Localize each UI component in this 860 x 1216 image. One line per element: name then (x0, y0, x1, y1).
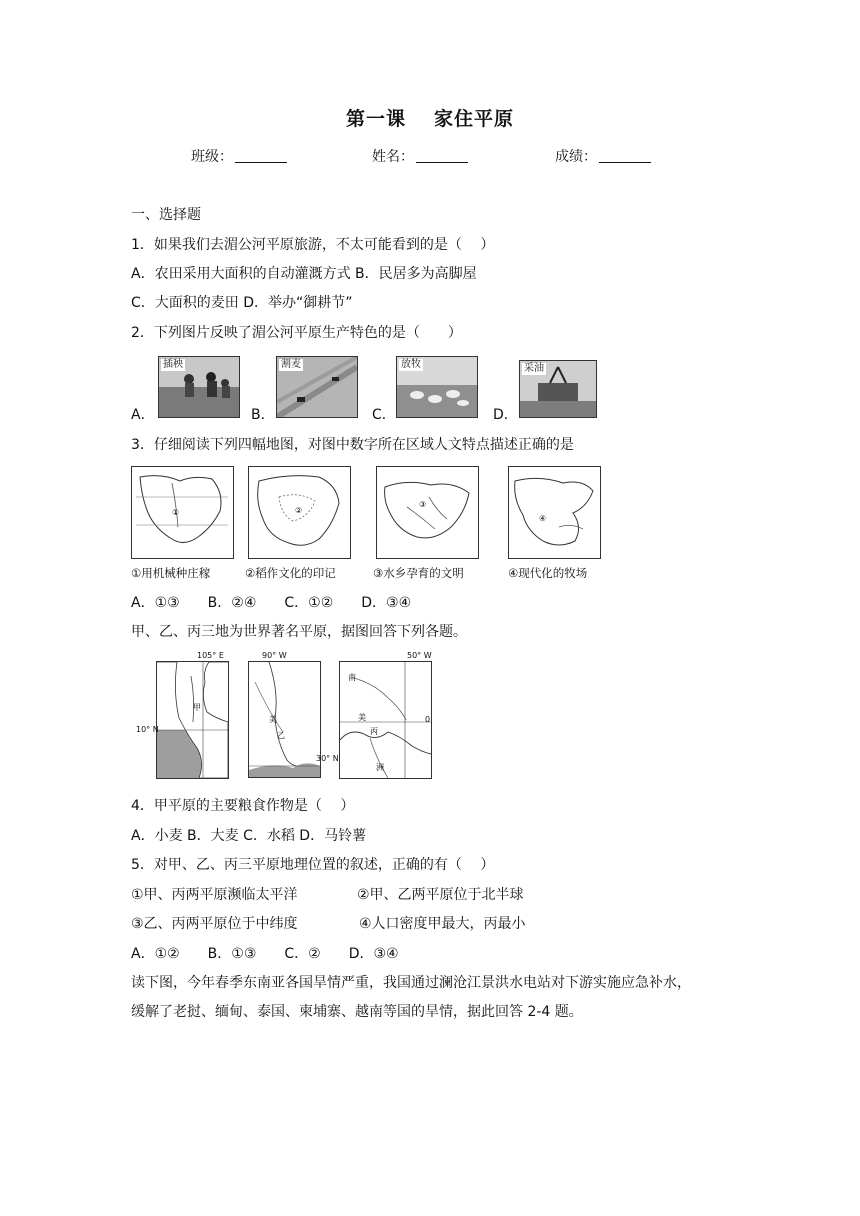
q5-statement-1: ①甲、丙两平原濒临太平洋 (131, 887, 298, 903)
passage-line-2: 缓解了老挝、缅甸、泰国、柬埔寨、越南等国的旱情，据此回答 2-4 题。 (131, 1004, 583, 1020)
q2-tag-1: 插秧 (163, 359, 183, 370)
map-bing-lon: 50° W (407, 651, 432, 660)
score-label: 成绩： (555, 149, 597, 165)
passage-line-1: 读下图，今年春季东南亚各国旱情严重，我国通过澜沧江景洪水电站对下游实施应急补水， (131, 975, 691, 991)
q5-statement-3: ③乙、丙两平原位于中纬度 (131, 916, 298, 932)
class-field (191, 146, 287, 166)
title-part-a: 第一课 (345, 108, 406, 130)
q3-map-3 (376, 466, 479, 559)
q2-option-d-label: D． (493, 407, 518, 423)
q2-stem: 2．下列图片反映了湄公河平原生产特色的是（ ） (131, 325, 462, 341)
score-field (555, 146, 651, 166)
q2-photo-rice-planting[interactable] (158, 356, 240, 418)
q2-option-c-label: C． (372, 407, 396, 423)
q2-tag-4: 采油 (524, 363, 544, 374)
q2-tag-2: 割麦 (281, 359, 301, 370)
svg-text:③: ③ (419, 500, 427, 509)
page-title (0, 104, 860, 131)
plain-map-yi (248, 661, 321, 778)
svg-text:④: ④ (539, 514, 547, 523)
section-heading: 一、选择题 (131, 207, 201, 223)
map-bing-mark2: 美 (358, 713, 366, 722)
q2-option-b-label: B． (251, 407, 275, 423)
q3-caption-2: ②稻作文化的印记 (245, 566, 336, 580)
q3-stem: 3．仔细阅读下列四幅地图，对图中数字所在区域人文特点描述正确的是 (131, 437, 574, 453)
q5-statement-4: ④人口密度甲最大，丙最小 (359, 916, 526, 932)
map-yi-mark1: 美 (269, 715, 277, 724)
map-jia-lon: 105° E (197, 651, 224, 660)
q1-stem: 1．如果我们去湄公河平原旅游，不太可能看到的是（ ） (131, 237, 495, 253)
class-label: 班级： (191, 149, 233, 165)
map-bing-mark1: 南 (348, 673, 356, 682)
q4-options: A．小麦 B．大麦 C．水稻 D．马铃薯 (131, 828, 367, 844)
map-yi-lon: 90° W (262, 651, 287, 660)
q3-map-2 (248, 466, 351, 559)
intro-plains: 甲、乙、丙三地为世界著名平原，据图回答下列各题。 (131, 624, 467, 640)
q5-stem: 5．对甲、乙、丙三平原地理位置的叙述，正确的有（ ） (131, 857, 495, 873)
q3-map-1 (131, 466, 234, 559)
q3-caption-3: ③水乡孕育的文明 (373, 566, 464, 580)
q3-map-4 (508, 466, 601, 559)
q2-photo-wheat-harvest[interactable] (276, 356, 358, 418)
map-yi-lat: 30° N (316, 754, 339, 763)
q2-photo-oil-drilling[interactable] (519, 360, 597, 418)
map-bing-mark3: 丙 (370, 727, 378, 736)
title-part-b: 家住平原 (434, 108, 515, 130)
q4-stem: 4．甲平原的主要粮食作物是（ ） (131, 798, 355, 814)
q2-option-a-label: A． (131, 407, 155, 423)
q3-answer-options: A．①③ B．②④ C．①② D．③④ (131, 595, 412, 611)
q5-statement-2: ②甲、乙两平原位于北半球 (357, 887, 524, 903)
name-blank[interactable] (416, 148, 468, 163)
q2-photo-grazing[interactable] (396, 356, 478, 418)
svg-text:②: ② (295, 506, 303, 515)
q3-caption-4: ④现代化的牧场 (508, 566, 588, 580)
map-jia-lat: 10° N (136, 725, 159, 734)
q5-answer-options: A．①② B．①③ C．② D．③④ (131, 946, 399, 962)
plain-map-jia (156, 661, 229, 779)
q1-options-cd: C．大面积的麦田 D．举办“御耕节” (131, 295, 353, 311)
score-blank[interactable] (599, 148, 651, 163)
name-field (372, 146, 468, 166)
plain-map-bing (339, 661, 432, 779)
q3-caption-1: ①用机械种庄稼 (131, 566, 211, 580)
map-bing-zero: 0 (425, 715, 431, 724)
class-blank[interactable] (235, 148, 287, 163)
svg-text:①: ① (172, 508, 180, 517)
q1-options-ab: A．农田采用大面积的自动灌溉方式 B．民居多为高脚屋 (131, 266, 477, 282)
map-jia-mark: 甲 (193, 703, 201, 712)
map-bing-mark4: 洲 (376, 763, 384, 772)
map-yi-mark2: 乙 (277, 731, 285, 740)
q2-tag-3: 放牧 (401, 359, 421, 370)
name-label: 姓名： (372, 149, 414, 165)
